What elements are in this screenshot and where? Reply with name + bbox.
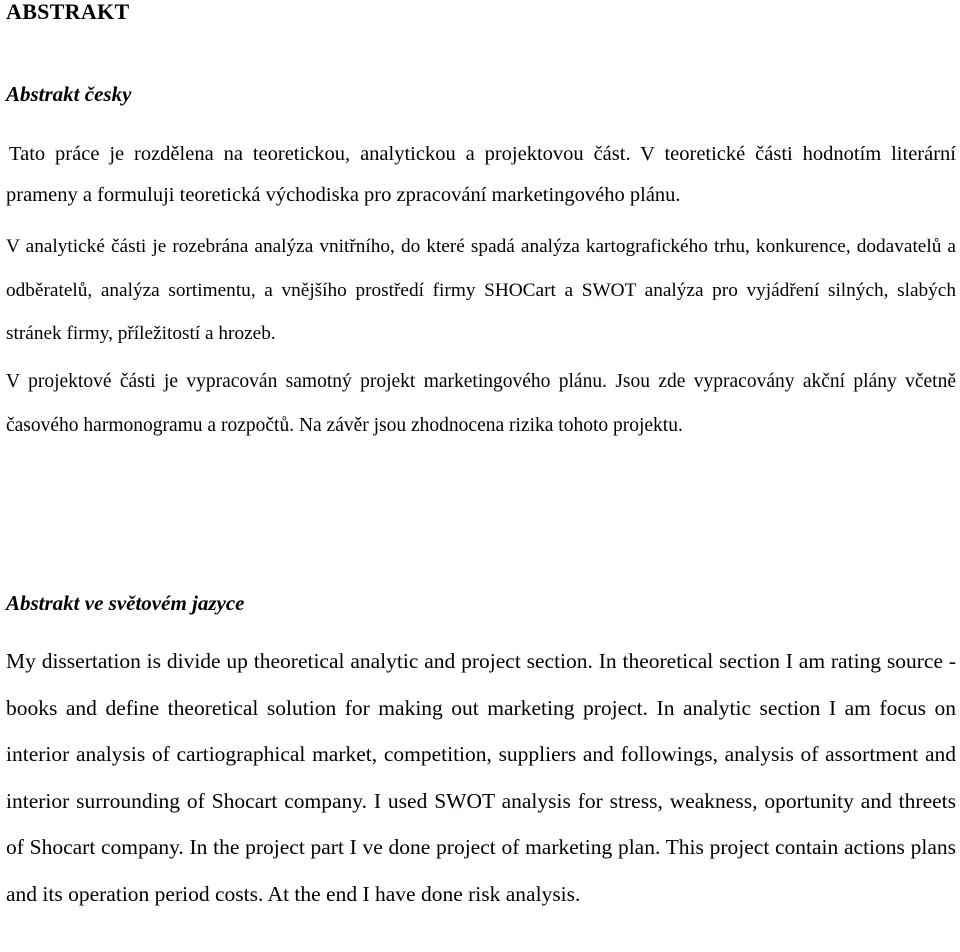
czech-paragraph-1: Tato práce je rozdělena na teoretickou, analytickou a projektovou část. V teoretické části hodnotím literární prameny a formuluji teoretická východiska pro zpracování marketingového plánu. xyxy=(6,143,956,206)
english-paragraph: My dissertation is divide up theoretical analytic and project section. In theoretical section I am rating source - books and define theoretical solution for making out marketing project. In analytic section I am focus on interior analysis of cartiographical market, competition, suppliers and followings, analysis of assortment and interior surrounding of Shocart company. I used SWOT analysis for stress, weakness, oportunity and threets of Shocart company. In the project part I ve done project of marketing plan. This project contain actions plans and its operation period costs. At the end I have done risk analysis. xyxy=(6,649,956,906)
page-title: ABSTRAKT xyxy=(6,0,130,24)
czech-paragraph-3: V projektové části je vypracován samotný projekt marketingového plánu. Jsou zde vypracovány akční plány včetně časového harmonogramu a rozpočtů. Na závěr jsou zhodnocena rizika tohoto projektu. xyxy=(6,371,956,436)
english-abstract-heading: Abstrakt ve světovém jazyce xyxy=(6,591,245,615)
czech-abstract-heading: Abstrakt česky xyxy=(6,82,132,106)
czech-paragraph-2: V analytické části je rozebrána analýza vnitřního, do které spadá analýza kartografického trhu, konkurence, dodavatelů a odběratelů, analýza sortimentu, a vnějšího prostředí firmy SHOCart a SWOT analýza pro vyjádření silných, slabých stránek firmy, příležitostí a hrozeb. xyxy=(6,236,956,344)
